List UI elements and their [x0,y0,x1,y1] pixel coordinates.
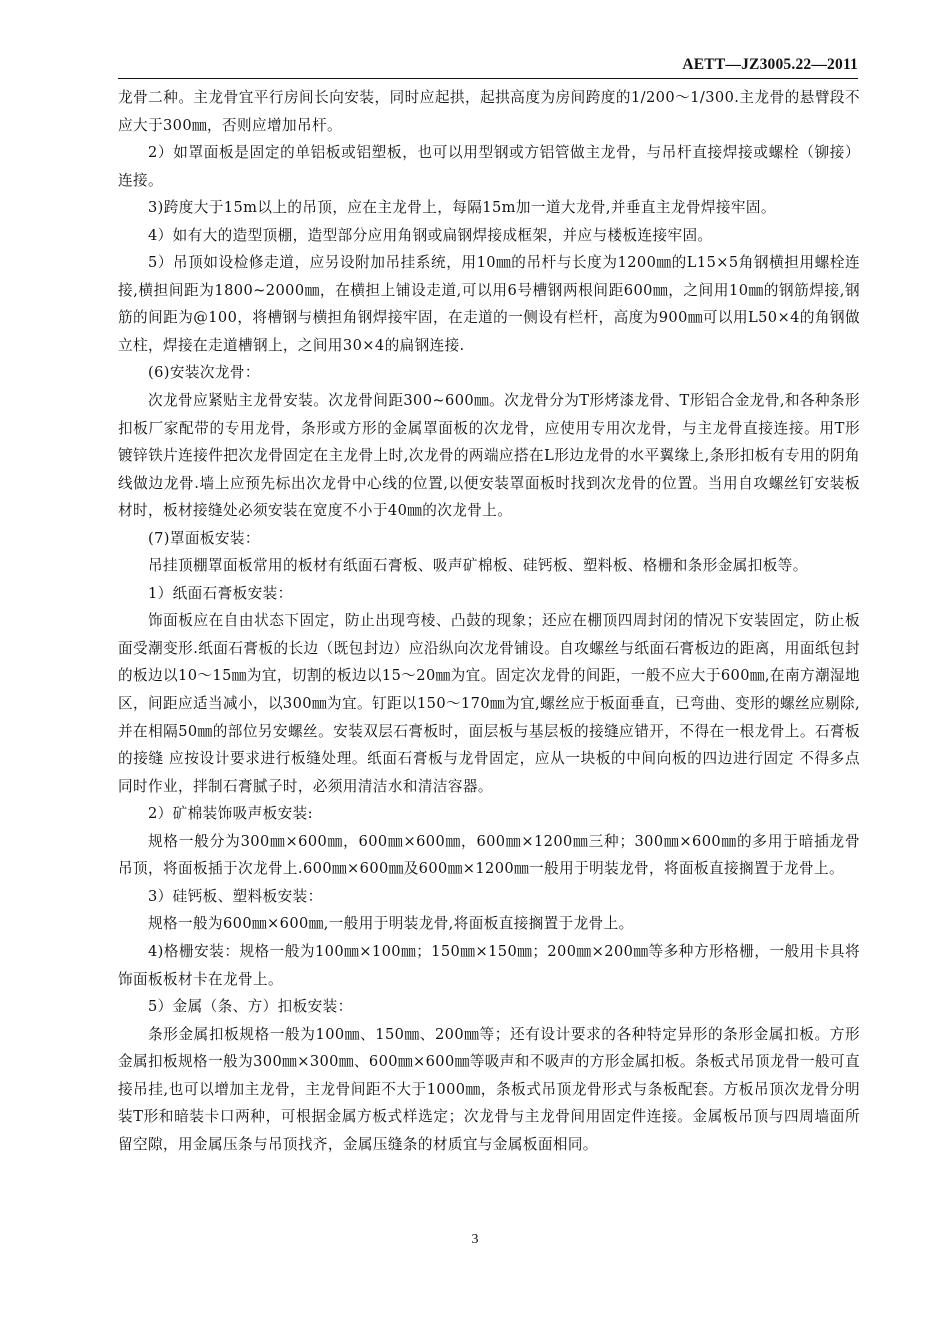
paragraph-metal-panel: 条形金属扣板规格一般为100㎜、150㎜、200㎜等；还有设计要求的各种特定异形的条形金属扣板。方形金属扣板规格一般为300㎜×300㎜、600㎜×600㎜等吸声和不吸声的方形金属扣板。条板式吊顶龙骨一般可直接吊挂,也可以增加主龙骨，主龙骨间距不大于1000㎜，条板式吊顶龙骨形式与条板配套。方板吊顶次龙骨分明装T形和暗装卡口两种，可根据金属方板式样选定；次龙骨与主龙骨间用固定件连接。金属板吊顶与四周墙面所留空隙，用金属压条与吊顶找齐，金属压缝条的材质宜与金属板面相同。 [118,1025,860,1153]
paragraph-mineral-wool-board: 规格一般分为300㎜×600㎜，600㎜×600㎜，600㎜×1200㎜三种；300㎜×600㎜的多用于暗插龙骨吊顶，将面板插于次龙骨上.600㎜×600㎜及600㎜×1200㎜一般用于明装龙骨，将面板直接搁置于龙骨上。 [118,832,860,878]
section-heading-6-secondary-keel: (6)安装次龙骨： [148,364,260,382]
page-number: 3 [471,1232,479,1247]
paragraph-gypsum-board: 饰面板应在自由状态下固定，防止出现弯棱、凸鼓的现象；还应在棚顶四周封闭的情况下安装固定，防止板面受潮变形.纸面石膏板的长边（既包封边）应沿纵向次龙骨铺设。自攻螺丝与纸面石膏板边的距离，用面纸包封的板边以10～15㎜为宜，切割的板边以15～20㎜为宜。固定次龙骨的间距，一般不应大于600㎜,在南方潮湿地区，间距应适当减小，以300㎜为宜。钉距以150～170㎜为宜,螺丝应于板面垂直，已弯曲、变形的螺丝应剔除,并在相隔50㎜的部位另安螺丝。安装双层石膏板时，面层板与基层板的接缝应错开，不得在一根龙骨上。石膏板的接缝 应按设计要求进行板缝处理。纸面石膏板与龙骨固定，应从一块板的中间向板的四边进行固定 不得多点同时作业，拌制石膏腻子时，必须用清洁水和清洁容器。 [118,612,860,795]
subheading-3-calcium-silicate-board: 3）硅钙板、塑料板安装： [148,887,323,905]
paragraph-calcium-silicate-board: 规格一般为600㎜×600㎜,一般用于明装龙骨,将面板直接搁置于龙骨上。 [148,915,634,933]
paragraph-item-3-span: 3)跨度大于15m以上的吊顶，应在主龙骨上，每隔15m加一道大龙骨,并垂直主龙骨焊接牢固。 [148,199,776,217]
standard-code-header: AETT—JZ3005.22—2011 [682,56,858,73]
subheading-5-metal-panel: 5）金属（条、方）扣板安装： [148,998,353,1016]
subheading-2-mineral-wool-board: 2）矿棉装饰吸声板安装: [148,805,313,823]
paragraph-main-keel-continued: 龙骨二种。主龙骨宜平行房间长向安装，同时应起拱，起拱高度为房间跨度的1/200～1/300.主龙骨的悬臂段不应大于300㎜，否则应增加吊杆。 [118,89,860,134]
paragraph-item-5-maintenance-walkway: 5）吊顶如设检修走道，应另设附加吊挂系统，用10㎜的吊杆与长度为1200㎜的L15×5角钢横担用螺栓连接,横担间距为1800~2000㎜，在横担上铺设走道,可以用6号槽钢两根间距600㎜，之间用10㎜的钢筋焊接,钢筋的间距为@100，将槽钢与横担角钢焊接牢固，在走道的一侧设有栏杆，高度为900㎜可以用L50×4的角钢做立柱，焊接在走道槽钢上，之间用30×4的扁钢连接. [118,254,860,354]
paragraph-cover-panel-materials: 吊挂顶棚罩面板常用的板材有纸面石膏板、吸声矿棉板、硅钙板、塑料板、格栅和条形金属扣板等。 [148,557,808,575]
paragraph-secondary-keel: 次龙骨应紧贴主龙骨安装。次龙骨间距300~600㎜。次龙骨分为T形烤漆龙骨、T形铝合金龙骨,和各种条形扣板厂家配带的专用龙骨，条形或方形的金属罩面板的次龙骨，应使用专用次龙骨，与主龙骨直接连接。用T形镀锌铁片连接件把次龙骨固定在主龙骨上时,次龙骨的两端应搭在L形边龙骨的水平翼缘上,条形扣板有专用的阴角线做边龙骨.墙上应预先标出次龙骨中心线的位置,以便安装罩面板时找到次龙骨的位置。当用自攻螺丝钉安装板材时，板材接缝处必须安装在宽度不小于40㎜的次龙骨上。 [118,392,860,520]
paragraph-item-2-aluminum-panel: 2）如罩面板是固定的单铝板或铝塑板，也可以用型钢或方铝管做主龙骨，与吊杆直接焊接或螺栓（铆接）连接。 [118,144,860,189]
paragraph-item-4-grille: 4)格栅安装：规格一般为100㎜×100㎜；150㎜×150㎜；200㎜×200㎜等多种方形格栅，一般用卡具将饰面板板材卡在龙骨上。 [118,942,860,988]
paragraph-item-4-shaped-ceiling: 4）如有大的造型顶棚，造型部分应用角钢或扁钢焊接成框架，并应与楼板连接牢固。 [148,226,713,244]
subheading-1-gypsum-board: 1）纸面石膏板安装： [148,584,293,602]
section-heading-7-cover-panel: (7)罩面板安装： [148,529,260,547]
body-text [118,84,860,1158]
header-rule [118,78,858,79]
